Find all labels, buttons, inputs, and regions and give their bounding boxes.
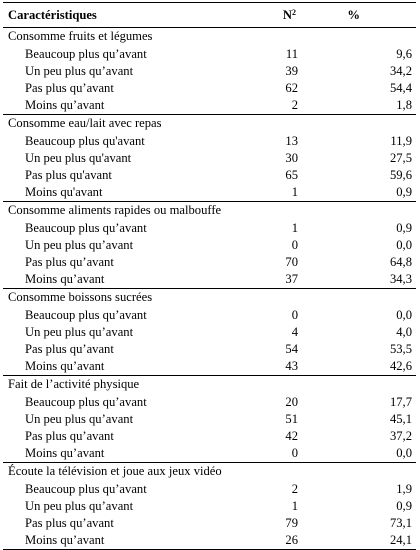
table-row — [3, 532, 416, 550]
row-label: Beaucoup plus qu’avant — [25, 482, 147, 496]
row-percent: 9,6 — [396, 47, 412, 61]
table-row — [3, 324, 416, 341]
row-count: 54 — [285, 342, 298, 356]
category-title: Consomme boissons sucrées — [8, 290, 153, 304]
row-percent: 0,9 — [396, 499, 412, 513]
category-row — [3, 28, 416, 46]
table-row — [3, 97, 416, 114]
row-percent: 1,8 — [396, 98, 412, 112]
row-count: 1 — [291, 185, 298, 199]
row-count: 26 — [285, 533, 298, 547]
row-label: Un peu plus qu’avant — [25, 64, 134, 78]
category-title: Consomme fruits et légumes — [8, 29, 153, 43]
row-label: Pas plus qu’avant — [25, 81, 114, 95]
row-label: Beaucoup plus qu’avant — [25, 395, 147, 409]
category-title: Écoute la télévision et joue aux jeux vidéo — [8, 464, 222, 478]
row-count: 13 — [285, 134, 298, 148]
row-label: Pas plus qu’avant — [25, 516, 114, 530]
table-row — [3, 515, 416, 532]
row-count: 79 — [285, 516, 298, 530]
row-count: 11 — [285, 47, 298, 61]
table-row — [3, 498, 416, 515]
row-percent: 27,5 — [389, 151, 412, 165]
row-count: 20 — [285, 395, 298, 409]
row-count: 70 — [285, 255, 298, 269]
row-label: Un peu plus qu'avant — [25, 151, 132, 165]
category-row — [3, 462, 416, 481]
row-label: Beaucoup plus qu'avant — [25, 134, 145, 148]
table-row — [3, 394, 416, 411]
row-percent: 34,3 — [389, 272, 412, 286]
row-count: 2 — [291, 482, 298, 496]
row-label: Beaucoup plus qu’avant — [25, 221, 147, 235]
row-count: 0 — [291, 446, 298, 460]
table-row — [3, 271, 416, 288]
row-count: 62 — [285, 81, 298, 95]
table-row — [3, 184, 416, 201]
row-label: Un peu plus qu’avant — [25, 499, 134, 513]
table-body — [3, 28, 416, 550]
row-label: Pas plus qu’avant — [25, 429, 114, 443]
row-percent: 0,0 — [396, 308, 412, 322]
table-row — [3, 307, 416, 324]
row-percent: 42,6 — [389, 359, 412, 373]
category-row — [3, 114, 416, 133]
row-label: Moins qu’avant — [25, 98, 105, 112]
table-row — [3, 80, 416, 97]
row-percent: 17,7 — [389, 395, 412, 409]
row-percent: 54,4 — [389, 81, 412, 95]
row-count: 37 — [285, 272, 298, 286]
row-count: 51 — [285, 412, 298, 426]
row-count: 39 — [285, 64, 298, 78]
row-percent: 0,0 — [396, 446, 412, 460]
row-percent: 11,9 — [390, 134, 412, 148]
table-row — [3, 254, 416, 271]
row-percent: 64,8 — [389, 255, 412, 269]
table-row — [3, 237, 416, 254]
row-label: Moins qu’avant — [25, 533, 105, 547]
row-count: 43 — [285, 359, 298, 373]
row-label: Un peu plus qu’avant — [25, 412, 134, 426]
row-count: 1 — [291, 221, 298, 235]
row-percent: 53,5 — [389, 342, 412, 356]
category-title: Fait de l’activité physique — [8, 377, 140, 391]
row-percent: 0,0 — [396, 238, 412, 252]
row-percent: 0,9 — [396, 221, 412, 235]
row-label: Beaucoup plus qu’avant — [25, 308, 147, 322]
row-count: 30 — [285, 151, 298, 165]
table-row — [3, 220, 416, 237]
category-title: Consomme eau/lait avec repas — [8, 116, 162, 130]
row-count: 4 — [291, 325, 298, 339]
row-count: 42 — [285, 429, 298, 443]
row-label: Un peu plus qu’avant — [25, 325, 134, 339]
row-percent: 1,9 — [396, 482, 412, 496]
category-row — [3, 201, 416, 220]
row-count: 0 — [291, 308, 298, 322]
row-label: Un peu plus qu’avant — [25, 238, 134, 252]
category-title: Consomme aliments rapides ou malbouffe — [8, 203, 222, 217]
header-characteristics: Caractéristiques — [8, 8, 97, 22]
table-row — [3, 167, 416, 184]
table-row — [3, 358, 416, 375]
row-percent: 34,2 — [389, 64, 412, 78]
row-count: 2 — [291, 98, 298, 112]
table-row — [3, 411, 416, 428]
category-row — [3, 375, 416, 394]
table-row — [3, 428, 416, 445]
row-percent: 59,6 — [389, 168, 412, 182]
row-label: Moins qu’avant — [25, 446, 105, 460]
characteristics-table — [3, 2, 416, 550]
row-percent: 24,1 — [389, 533, 412, 547]
table-row — [3, 341, 416, 358]
table-row — [3, 150, 416, 167]
row-percent: 73,1 — [389, 516, 412, 530]
table-row — [3, 445, 416, 462]
row-label: Moins qu’avant — [25, 272, 105, 286]
table-row — [3, 63, 416, 80]
row-label: Moins qu'avant — [25, 185, 103, 199]
table-row — [3, 133, 416, 150]
row-label: Pas plus qu’avant — [25, 342, 114, 356]
row-label: Pas plus qu'avant — [25, 168, 112, 182]
row-label: Pas plus qu’avant — [25, 255, 114, 269]
row-percent: 45,1 — [389, 412, 412, 426]
header-n: $N^2$ — [282, 7, 296, 22]
table-row — [3, 46, 416, 63]
row-count: 1 — [291, 499, 298, 513]
header-percent: % — [347, 8, 360, 22]
row-count: 65 — [285, 168, 298, 182]
row-label: Moins qu’avant — [25, 359, 105, 373]
table-header — [3, 2, 416, 28]
category-row — [3, 288, 416, 307]
row-percent: 37,2 — [389, 429, 412, 443]
row-percent: 4,0 — [396, 325, 412, 339]
row-label: Beaucoup plus qu’avant — [25, 47, 147, 61]
row-count: 0 — [291, 238, 298, 252]
row-percent: 0,9 — [396, 185, 412, 199]
table-row — [3, 481, 416, 498]
